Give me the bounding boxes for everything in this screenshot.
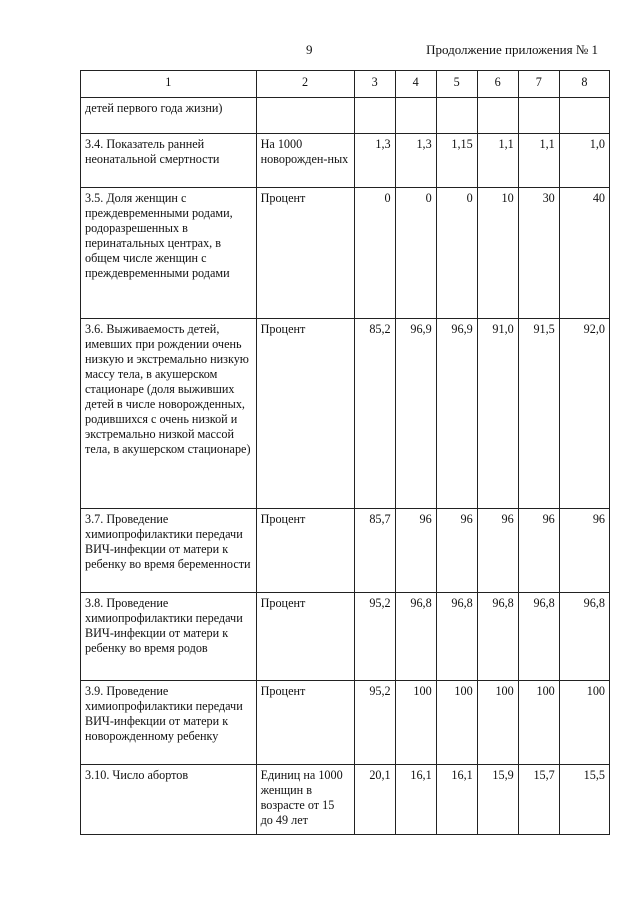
value-cell: 15,7 [518,765,559,835]
indicator-cell: 3.5. Доля женщин с преждевременными родами, родоразрешенных в перинатальных центрах, в общем числе женщин с преждевременными родами [81,188,257,319]
value-cell: 1,3 [395,134,436,188]
value-cell: 20,1 [354,765,395,835]
value-cell: 100 [518,681,559,765]
value-cell: 95,2 [354,593,395,681]
value-cell: 16,1 [395,765,436,835]
value-cell: 40 [559,188,609,319]
table-row [81,593,610,681]
column-header: 2 [256,71,354,98]
value-cell: 96,8 [477,593,518,681]
column-header: 5 [436,71,477,98]
table-row [81,98,610,134]
value-cell: 96 [477,509,518,593]
indicator-cell: 3.10. Число абортов [81,765,257,835]
value-cell: 1,1 [518,134,559,188]
value-cell: 96,8 [436,593,477,681]
value-cell [518,98,559,134]
value-cell: 85,2 [354,319,395,509]
indicators-table [80,70,610,835]
value-cell: 96 [395,509,436,593]
value-cell: 100 [559,681,609,765]
column-header: 1 [81,71,257,98]
value-cell: 96,8 [395,593,436,681]
value-cell: 96 [559,509,609,593]
value-cell: 91,0 [477,319,518,509]
value-cell: 96,9 [395,319,436,509]
indicator-cell: 3.6. Выживаемость детей, имевших при рождении очень низкую и экстремально низкую массу тела, в акушерском стационаре (доля выживших детей в числе новорожденных, родившихся с очень низкой и экстремально низкой массой тела, в акушерском стационаре) [81,319,257,509]
appendix-continuation-label: Продолжение приложения № 1 [426,42,598,57]
table-row [81,134,610,188]
unit-cell [256,98,354,134]
indicator-cell: 3.7. Проведение химиопрофилактики передачи ВИЧ-инфекции от матери к ребенку во время беременности [81,509,257,593]
value-cell: 95,2 [354,681,395,765]
value-cell: 96,8 [518,593,559,681]
value-cell: 0 [354,188,395,319]
value-cell: 96,9 [436,319,477,509]
table-row [81,319,610,509]
value-cell [477,98,518,134]
value-cell: 96 [518,509,559,593]
column-header: 8 [559,71,609,98]
value-cell: 1,0 [559,134,609,188]
page-number: 9 [306,42,313,57]
value-cell: 96,8 [559,593,609,681]
value-cell: 92,0 [559,319,609,509]
value-cell: 100 [477,681,518,765]
value-cell: 10 [477,188,518,319]
indicator-cell: 3.9. Проведение химиопрофилактики передачи ВИЧ-инфекции от матери к новорожденному ребенку [81,681,257,765]
unit-cell: Процент [256,319,354,509]
column-header: 7 [518,71,559,98]
value-cell: 15,9 [477,765,518,835]
table-row [81,188,610,319]
column-number-row [81,71,610,98]
value-cell: 30 [518,188,559,319]
column-header: 3 [354,71,395,98]
value-cell [436,98,477,134]
unit-cell: Процент [256,681,354,765]
indicator-cell: 3.4. Показатель ранней неонатальной смертности [81,134,257,188]
table-row [81,509,610,593]
unit-cell: Процент [256,593,354,681]
unit-cell: Процент [256,509,354,593]
unit-cell: Процент [256,188,354,319]
value-cell: 0 [436,188,477,319]
value-cell: 1,15 [436,134,477,188]
value-cell [354,98,395,134]
value-cell: 0 [395,188,436,319]
unit-cell: На 1000 новорожден-ных [256,134,354,188]
value-cell: 1,3 [354,134,395,188]
indicator-cell: детей первого года жизни) [81,98,257,134]
value-cell: 91,5 [518,319,559,509]
value-cell: 15,5 [559,765,609,835]
table-row [81,681,610,765]
value-cell: 100 [395,681,436,765]
value-cell: 1,1 [477,134,518,188]
indicator-cell: 3.8. Проведение химиопрофилактики передачи ВИЧ-инфекции от матери к ребенку во время родов [81,593,257,681]
column-header: 4 [395,71,436,98]
column-header: 6 [477,71,518,98]
value-cell [395,98,436,134]
value-cell: 100 [436,681,477,765]
unit-cell: Единиц на 1000 женщин в возрасте от 15 до 49 лет [256,765,354,835]
value-cell: 16,1 [436,765,477,835]
value-cell: 85,7 [354,509,395,593]
value-cell: 96 [436,509,477,593]
table-row [81,765,610,835]
value-cell [559,98,609,134]
